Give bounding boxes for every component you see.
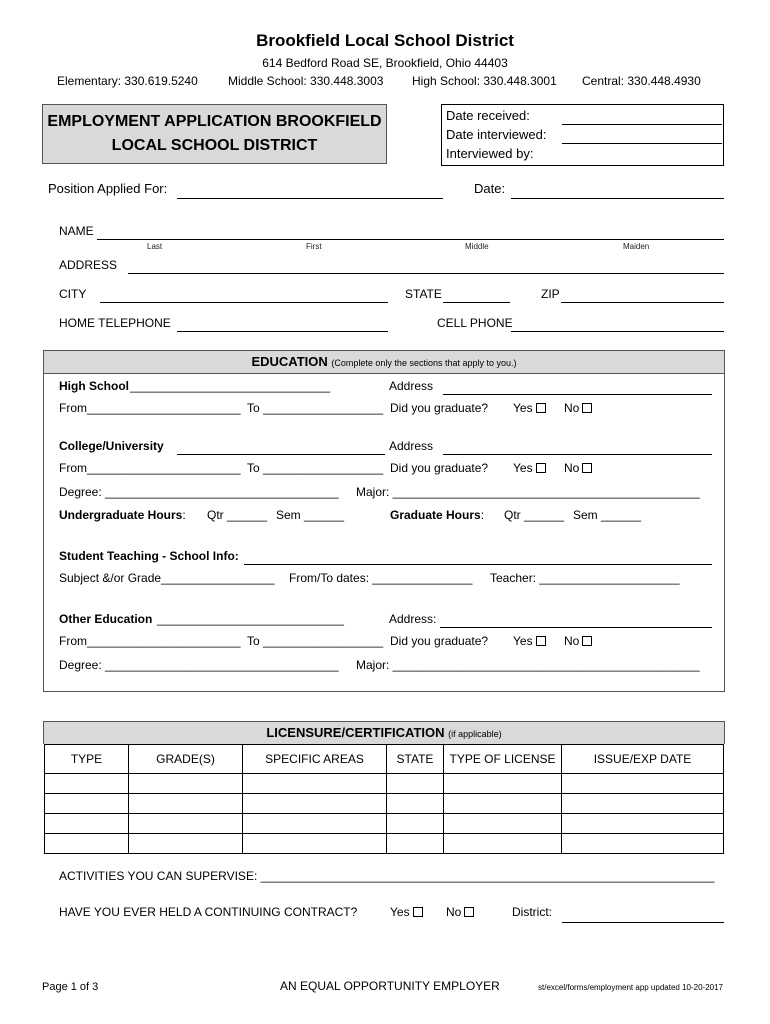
other-education-field[interactable]: ____________________________ xyxy=(157,612,344,626)
col-type-of-license: TYPE OF LICENSE xyxy=(444,745,562,774)
phone-high: High School: 330.448.3001 xyxy=(412,74,557,88)
name-last-caption: Last xyxy=(147,242,163,251)
student-teaching-field[interactable] xyxy=(244,564,712,565)
name-first-caption: First xyxy=(306,242,322,251)
graduate-hours: Graduate Hours: xyxy=(390,508,485,522)
other-education-label: Other Education xyxy=(59,612,153,626)
date-field[interactable] xyxy=(511,198,724,199)
college-address-label: Address xyxy=(389,439,434,453)
date-label: Date: xyxy=(474,181,506,196)
form-title-box xyxy=(42,104,387,164)
college-yes-option[interactable]: Yes xyxy=(513,461,546,475)
undergraduate-hours: Undergraduate Hours: xyxy=(59,508,186,522)
address-label: ADDRESS xyxy=(59,258,118,272)
licensure-section xyxy=(43,721,725,744)
col-grades: GRADE(S) xyxy=(129,745,243,774)
zip-field[interactable] xyxy=(561,302,724,303)
student-teaching-label: Student Teaching - School Info: xyxy=(59,549,239,563)
from-to-dates-field[interactable]: From/To dates: _______________ xyxy=(289,571,473,585)
date-interviewed-line[interactable] xyxy=(562,143,722,144)
name-maiden-caption: Maiden xyxy=(623,242,650,251)
city-label: CITY xyxy=(59,287,87,301)
checkbox-icon[interactable] xyxy=(582,636,592,646)
district-label: District: xyxy=(512,905,552,919)
other-address-label: Address: xyxy=(389,612,437,626)
subject-grade-field[interactable]: Subject &/or Grade_________________ xyxy=(59,571,275,585)
district-field[interactable] xyxy=(562,922,724,923)
phone-central: Central: 330.448.4930 xyxy=(582,74,701,88)
table-row[interactable] xyxy=(45,834,724,854)
other-major-field[interactable]: Major: ______________________________________________ xyxy=(356,658,700,672)
equal-opportunity: AN EQUAL OPPORTUNITY EMPLOYER xyxy=(280,979,500,993)
table-row[interactable] xyxy=(45,774,724,794)
zip-label: ZIP xyxy=(541,287,560,301)
licensure-header-row xyxy=(45,745,724,774)
name-field[interactable] xyxy=(97,239,724,240)
hs-no-option[interactable]: No xyxy=(564,401,592,415)
date-received-line[interactable] xyxy=(562,124,722,125)
ug-sem-field[interactable]: Sem ______ xyxy=(276,508,345,522)
college-no-option[interactable]: No xyxy=(564,461,592,475)
licensure-note: (if applicable) xyxy=(448,729,502,739)
contract-yes-option[interactable]: Yes xyxy=(390,905,423,919)
high-school-label: High School xyxy=(59,379,129,393)
other-to-field[interactable]: To __________________ xyxy=(247,634,384,648)
college-to-field[interactable]: To __________________ xyxy=(247,461,384,475)
position-field[interactable] xyxy=(177,198,443,199)
home-telephone-label: HOME TELEPHONE xyxy=(59,316,171,330)
date-received-label: Date received: xyxy=(446,108,530,123)
education-header xyxy=(44,351,724,374)
hs-yes-option[interactable]: Yes xyxy=(513,401,546,415)
date-interviewed-label: Date interviewed: xyxy=(446,127,547,142)
form-title-line1: EMPLOYMENT APPLICATION BROOKFIELD xyxy=(47,113,382,130)
district-name: Brookfield Local School District xyxy=(256,31,514,50)
checkbox-icon[interactable] xyxy=(536,636,546,646)
state-field[interactable] xyxy=(443,302,510,303)
activities-field[interactable]: ACTIVITIES YOU CAN SUPERVISE: ____________________________________________________________________ xyxy=(59,869,715,883)
checkbox-icon[interactable] xyxy=(536,463,546,473)
form-code: st/excel/forms/employment app updated 10-20-2017 xyxy=(538,983,723,992)
cell-phone-field[interactable] xyxy=(511,331,724,332)
ug-qtr-field[interactable]: Qtr ______ xyxy=(207,508,268,522)
name-label: NAME xyxy=(59,224,94,238)
education-note: (Complete only the sections that apply to you.) xyxy=(331,358,517,368)
high-school-field[interactable]: ______________________________ xyxy=(130,379,331,393)
college-graduate-label: Did you graduate? xyxy=(390,461,489,475)
district-address: 614 Bedford Road SE, Brookfield, Ohio 44403 xyxy=(262,56,508,70)
grad-qtr-field[interactable]: Qtr ______ xyxy=(504,508,565,522)
phone-middle: Middle School: 330.448.3003 xyxy=(228,74,384,88)
licensure-title: LICENSURE/CERTIFICATION xyxy=(266,725,445,740)
hs-address-field[interactable] xyxy=(443,394,712,395)
table-row[interactable] xyxy=(45,814,724,834)
name-middle-caption: Middle xyxy=(465,242,489,251)
checkbox-icon[interactable] xyxy=(413,907,423,917)
checkbox-icon[interactable] xyxy=(536,403,546,413)
other-address-field[interactable] xyxy=(440,627,712,628)
form-title-line2: LOCAL SCHOOL DISTRICT xyxy=(111,137,318,154)
col-specific-areas: SPECIFIC AREAS xyxy=(243,745,387,774)
education-title: EDUCATION xyxy=(251,354,328,369)
grad-sem-field[interactable]: Sem ______ xyxy=(573,508,642,522)
licensure-table xyxy=(44,744,724,854)
other-no-option[interactable]: No xyxy=(564,634,592,648)
hs-graduate-label: Did you graduate? xyxy=(390,401,489,415)
page-number: Page 1 of 3 xyxy=(42,981,99,993)
hs-address-label: Address xyxy=(389,379,434,393)
hs-to-field[interactable]: To __________________ xyxy=(247,401,384,415)
col-issue-exp-date: ISSUE/EXP DATE xyxy=(562,745,724,774)
table-row[interactable] xyxy=(45,794,724,814)
contract-question: HAVE YOU EVER HELD A CONTINUING CONTRACT? xyxy=(59,905,358,919)
phone-elementary: Elementary: 330.619.5240 xyxy=(57,74,198,88)
checkbox-icon[interactable] xyxy=(464,907,474,917)
college-major-field[interactable]: Major: ______________________________________________ xyxy=(356,485,700,499)
col-state: STATE xyxy=(387,745,444,774)
address-field[interactable] xyxy=(128,273,724,274)
checkbox-icon[interactable] xyxy=(582,403,592,413)
college-field[interactable] xyxy=(177,454,385,455)
state-label: STATE xyxy=(405,287,442,301)
college-label: College/University xyxy=(59,439,164,453)
col-type: TYPE xyxy=(45,745,129,774)
contract-no-option[interactable]: No xyxy=(446,905,474,919)
other-from-field[interactable]: From_______________________ xyxy=(59,634,241,648)
office-use-box xyxy=(441,104,724,166)
other-degree-field[interactable]: Degree: ___________________________________ xyxy=(59,658,339,672)
checkbox-icon[interactable] xyxy=(582,463,592,473)
hs-from-field[interactable]: From_______________________ xyxy=(59,401,241,415)
college-from-field[interactable]: From_______________________ xyxy=(59,461,241,475)
position-label: Position Applied For: xyxy=(48,181,168,196)
teacher-field[interactable]: Teacher: _____________________ xyxy=(490,571,680,585)
home-telephone-field[interactable] xyxy=(177,331,388,332)
city-field[interactable] xyxy=(100,302,388,303)
college-degree-field[interactable]: Degree: ___________________________________ xyxy=(59,485,339,499)
college-address-field[interactable] xyxy=(443,454,712,455)
interviewed-by-label: Interviewed by: xyxy=(446,146,534,161)
other-yes-option[interactable]: Yes xyxy=(513,634,546,648)
other-graduate-label: Did you graduate? xyxy=(390,634,489,648)
cell-phone-label: CELL PHONE xyxy=(437,316,513,330)
licensure-header xyxy=(44,722,724,744)
